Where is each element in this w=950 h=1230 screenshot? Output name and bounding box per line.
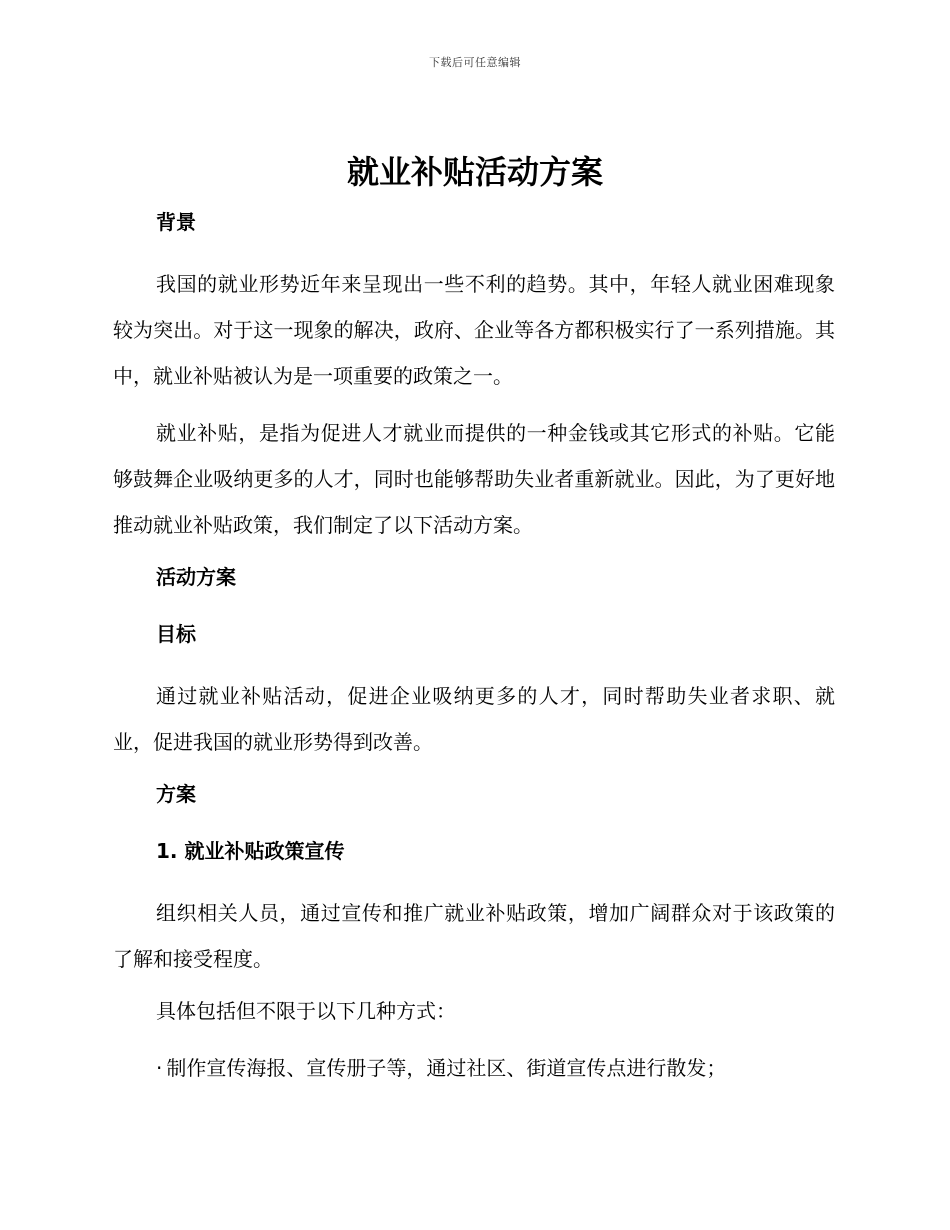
goal-heading: 目标 bbox=[156, 622, 196, 646]
goal-paragraph: 通过就业补贴活动，促进企业吸纳更多的人才，同时帮助失业者求职、就业，促进我国的就业形势得到改善。 bbox=[113, 684, 835, 754]
scheme-item-1-methods-intro: 具体包括但不限于以下几种方式： bbox=[156, 999, 456, 1023]
background-paragraph-1: 我国的就业形势近年来呈现出一些不利的趋势。其中，年轻人就业困难现象较为突出。对于这一现象的解决，政府、企业等各方都积极实行了一系列措施。其中，就业补贴被认为是一项重要的政策之一。 bbox=[113, 272, 835, 388]
page-header-note: 下载后可任意编辑 bbox=[429, 56, 521, 69]
background-heading: 背景 bbox=[156, 210, 196, 234]
bullet-icon: · bbox=[156, 1056, 163, 1080]
list-item bbox=[113, 1050, 835, 1086]
bullet-text: 制作宣传海报、宣传册子等，通过社区、街道宣传点进行散发； bbox=[166, 1056, 727, 1080]
activity-plan-heading: 活动方案 bbox=[156, 565, 236, 589]
scheme-item-1-paragraph: 组织相关人员，通过宣传和推广就业补贴政策，增加广阔群众对于该政策的了解和接受程度。 bbox=[113, 901, 835, 971]
document-title: 就业补贴活动方案 bbox=[346, 153, 603, 191]
scheme-heading: 方案 bbox=[156, 782, 196, 806]
background-paragraph-2: 就业补贴，是指为促进人才就业而提供的一种金钱或其它形式的补贴。它能够鼓舞企业吸纳更多的人才，同时也能够帮助失业者重新就业。因此，为了更好地推动就业补贴政策，我们制定了以下活动方案。 bbox=[113, 421, 835, 537]
scheme-item-1-heading: 1. 就业补贴政策宣传 bbox=[156, 839, 345, 863]
document-body bbox=[113, 204, 835, 1086]
